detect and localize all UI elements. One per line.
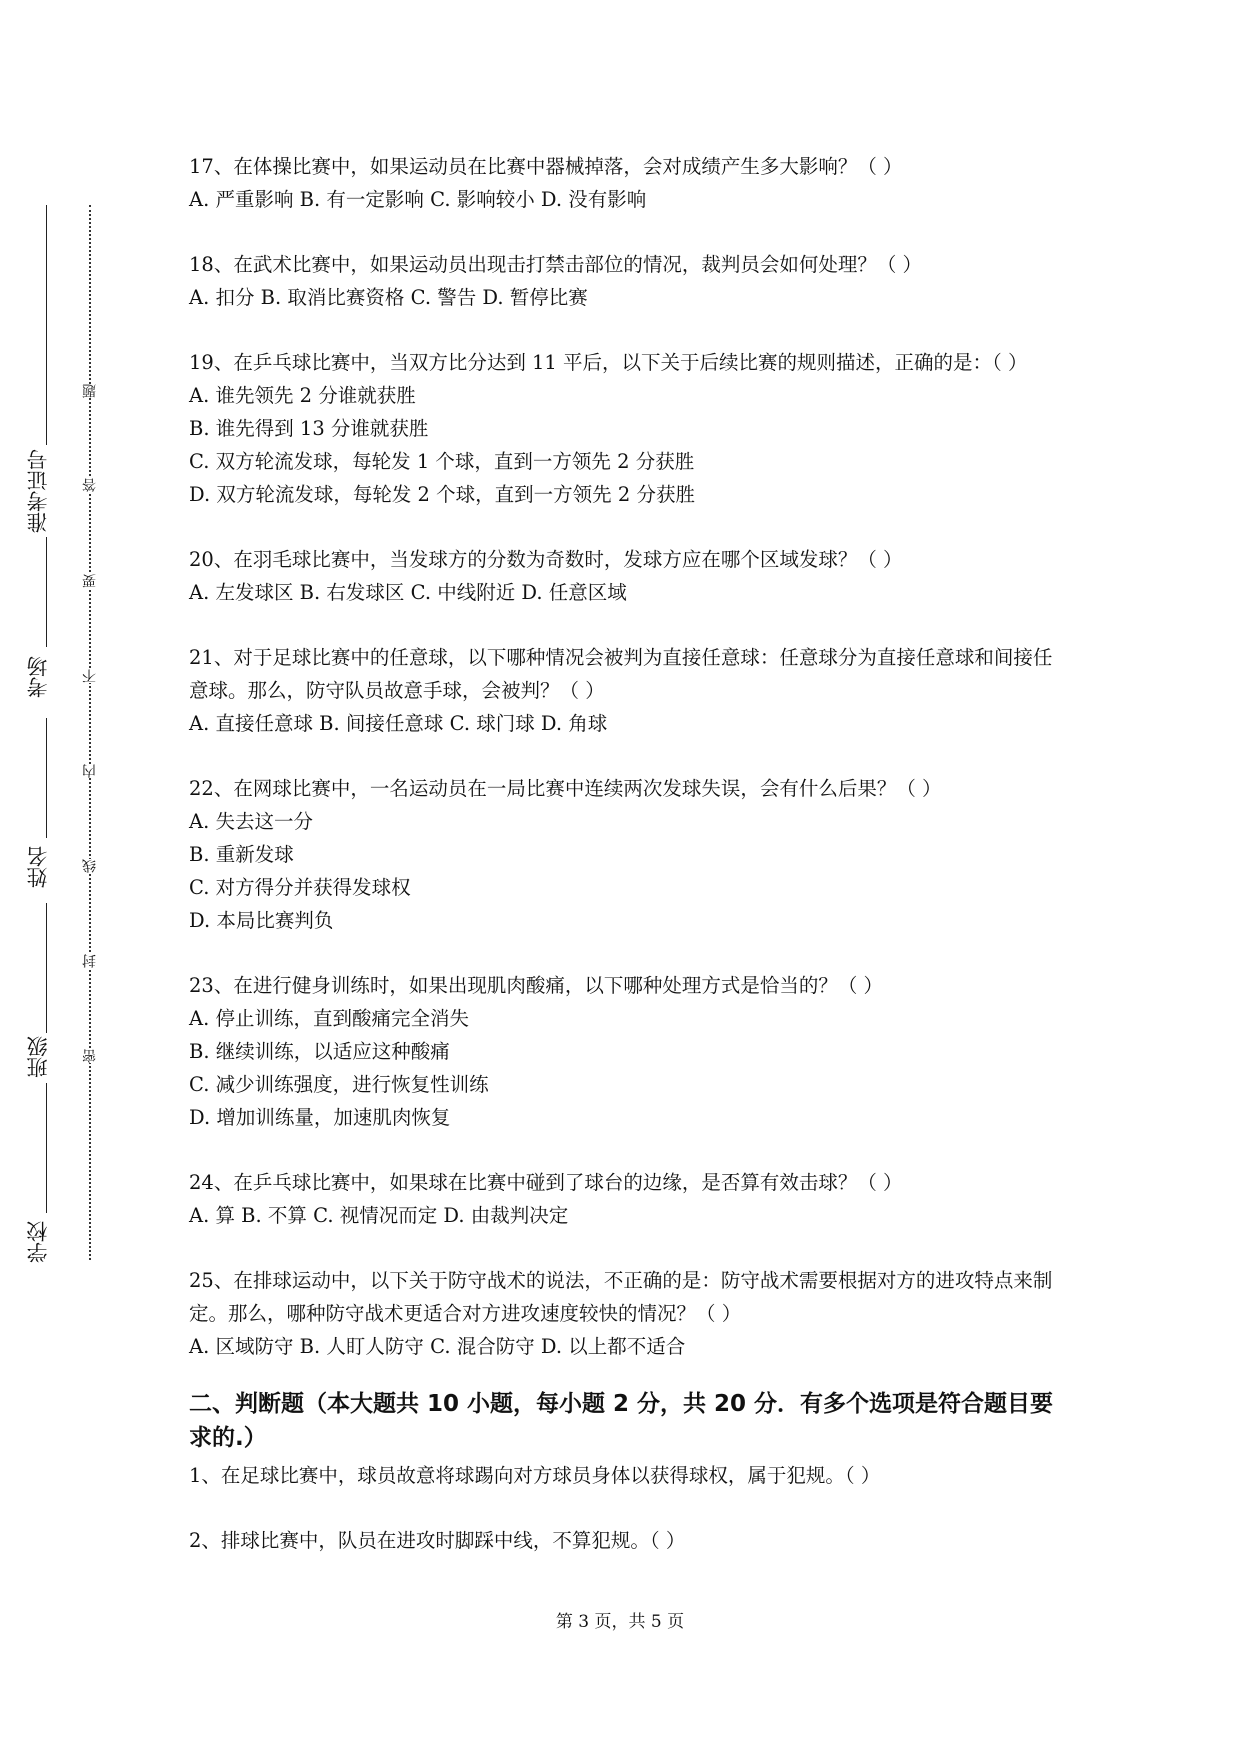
question-text: 21、对于足球比赛中的任意球，以下哪种情况会被判为直接任意球：任意球分为直接任意球和间接任意球。那么，防守队员故意手球，会被判？（ ）: [189, 646, 1053, 702]
exam-content: [189, 150, 1069, 1589]
field-label-exam-room: 考场: [26, 656, 50, 698]
true-false-item-1: 1、在足球比赛中，球员故意将球踢向对方球员身体以获得球权，属于犯规。（ ）: [189, 1464, 881, 1487]
option-d: D. 本局比赛判负: [189, 909, 334, 932]
question-23: [189, 969, 1069, 1134]
section-heading-true-false: 二、判断题（本大题共 10 小题，每小题 2 分，共 20 分．有多个选项是符合题目要求的.）: [189, 1391, 1054, 1451]
seal-dotted-line: [89, 205, 91, 1260]
option-b: B. 重新发球: [189, 843, 294, 866]
seal-char: 线: [82, 859, 98, 873]
question-25: [189, 1264, 1069, 1363]
field-line-school: [46, 1083, 47, 1213]
question-24: [189, 1166, 1069, 1232]
field-line-class: [46, 903, 47, 1033]
seal-char: 不: [82, 669, 98, 683]
field-line-exam-number: [46, 205, 47, 445]
option-a: A. 停止训练，直到酸痛完全消失: [189, 1007, 469, 1030]
question-text: 18、在武术比赛中，如果运动员出现击打禁击部位的情况，裁判员会如何处理？（ ）: [189, 253, 923, 276]
seal-char: 题: [82, 384, 98, 398]
option-b: B. 谁先得到 13 分谁就获胜: [189, 417, 429, 440]
option-d: D. 增加训练量，加速肌肉恢复: [189, 1106, 451, 1129]
question-20: [189, 543, 1069, 609]
option-a: A. 失去这一分: [189, 810, 313, 833]
option-b: B. 继续训练，以适应这种酸痛: [189, 1040, 450, 1063]
option-c: C. 双方轮流发球，每轮发 1 个球，直到一方领先 2 分获胜: [189, 450, 695, 473]
seal-char: 要: [82, 574, 98, 588]
question-19: [189, 346, 1069, 511]
question-options: A. 算 B. 不算 C. 视情况而定 D. 由裁判决定: [189, 1204, 569, 1227]
question-18: [189, 248, 1069, 314]
option-a: A. 谁先领先 2 分谁就获胜: [189, 384, 416, 407]
question-17: [189, 150, 1069, 216]
field-label-exam-number: 准考证号: [26, 449, 50, 533]
question-text: 22、在网球比赛中，一名运动员在一局比赛中连续两次发球失误，会有什么后果？（ ）: [189, 777, 942, 800]
question-options: A. 直接任意球 B. 间接任意球 C. 球门球 D. 角球: [189, 712, 608, 735]
question-text: 19、在乒乓球比赛中，当双方比分达到 11 平后，以下关于后续比赛的规则描述，正确的是：（ ）: [189, 351, 1028, 374]
question-text: 20、在羽毛球比赛中，当发球方的分数为奇数时，发球方应在哪个区域发球？（ ）: [189, 548, 903, 571]
seal-char: 内: [82, 764, 98, 778]
option-d: D. 双方轮流发球，每轮发 2 个球，直到一方领先 2 分获胜: [189, 483, 695, 506]
seal-char: 密: [82, 1049, 98, 1063]
question-options: A. 严重影响 B. 有一定影响 C. 影响较小 D. 没有影响: [189, 188, 647, 211]
option-c: C. 减少训练强度，进行恢复性训练: [189, 1073, 489, 1096]
question-text: 17、在体操比赛中，如果运动员在比赛中器械掉落，会对成绩产生多大影响？（ ）: [189, 155, 903, 178]
question-21: [189, 641, 1069, 740]
option-c: C. 对方得分并获得发球权: [189, 876, 411, 899]
question-text: 23、在进行健身训练时，如果出现肌肉酸痛，以下哪种处理方式是恰当的？（ ）: [189, 974, 884, 997]
true-false-item-2: 2、排球比赛中，队员在进攻时脚踩中线，不算犯规。（ ）: [189, 1529, 686, 1552]
field-label-class: 班级: [26, 1036, 50, 1078]
field-line-name: [46, 718, 47, 838]
binding-margin: [0, 0, 120, 1753]
question-text: 25、在排球运动中，以下关于防守战术的说法，不正确的是：防守战术需要根据对方的进攻特点来制定。那么，哪种防守战术更适合对方进攻速度较快的情况？（ ）: [189, 1269, 1053, 1325]
field-label-school: 学校: [26, 1221, 50, 1263]
question-options: A. 左发球区 B. 右发球区 C. 中线附近 D. 任意区域: [189, 581, 627, 604]
field-label-name: 姓名: [26, 846, 50, 888]
question-22: [189, 772, 1069, 937]
seal-char: 答: [82, 478, 98, 492]
seal-char: 封: [82, 954, 98, 968]
question-options: A. 扣分 B. 取消比赛资格 C. 警告 D. 暂停比赛: [189, 286, 588, 309]
question-text: 24、在乒乓球比赛中，如果球在比赛中碰到了球台的边缘，是否算有效击球？（ ）: [189, 1171, 903, 1194]
field-line-exam-room: [46, 537, 47, 647]
question-options: A. 区域防守 B. 人盯人防守 C. 混合防守 D. 以上都不适合: [189, 1335, 686, 1358]
page-footer: 第 3 页，共 5 页: [555, 1612, 685, 1632]
